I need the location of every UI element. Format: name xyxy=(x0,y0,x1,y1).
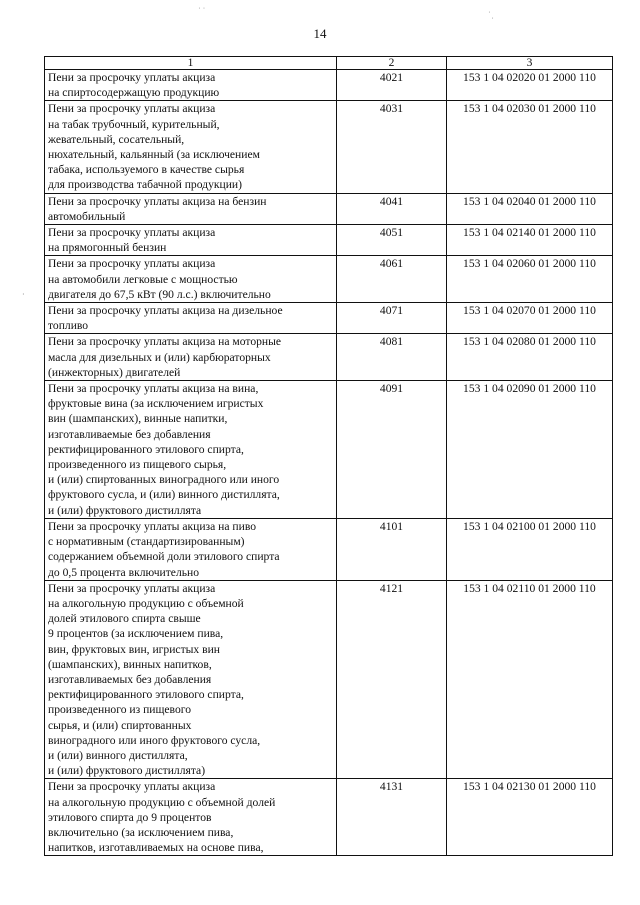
tax-name-cell: Пени за просрочку уплаты акциза на дизельное топливо xyxy=(45,303,337,334)
code-cell: 4131 xyxy=(337,779,447,856)
tax-name-cell: Пени за просрочку уплаты акциза на моторные масла для дизельных и (или) карбюраторных (инжекторных) двигателей xyxy=(45,334,337,381)
header-col-3: 3 xyxy=(447,57,613,70)
table-row xyxy=(45,518,613,580)
table-row xyxy=(45,381,613,519)
kbk-cell: 153 1 04 02110 01 2000 110 xyxy=(447,580,613,779)
code-cell: 4071 xyxy=(337,303,447,334)
tax-name-cell: Пени за просрочку уплаты акциза на пиво с нормативным (стандартизированным) содержанием объемной доли этилового спирта до 0,5 процента включительно xyxy=(45,518,337,580)
tax-name-cell: Пени за просрочку уплаты акциза на прямогонный бензин xyxy=(45,225,337,256)
kbk-cell: 153 1 04 02070 01 2000 110 xyxy=(447,303,613,334)
table-row xyxy=(45,334,613,381)
scan-speck: ˙ ˙ xyxy=(198,6,206,15)
tax-name-cell: Пени за просрочку уплаты акциза на спиртосодержащую продукцию xyxy=(45,70,337,101)
table-row xyxy=(45,303,613,334)
table-row xyxy=(45,70,613,101)
table-header-row xyxy=(45,57,613,70)
scan-speck: · xyxy=(22,290,25,299)
code-cell: 4061 xyxy=(337,256,447,303)
kbk-cell: 153 1 04 02030 01 2000 110 xyxy=(447,101,613,193)
kbk-cell: 153 1 04 02130 01 2000 110 xyxy=(447,779,613,856)
table-row xyxy=(45,193,613,224)
codes-table xyxy=(44,56,613,856)
tax-name-cell: Пени за просрочку уплаты акциза на автомобили легковые с мощностью двигателя до 67,5 кВт (90 л.с.) включительно xyxy=(45,256,337,303)
tax-name-cell: Пени за просрочку уплаты акциза на алкогольную продукцию с объемной долей этилового спирта свыше 9 процентов (за исключением пива, вин, фруктовых вин, игристых вин (шампанских), винных напитков, изготавливаемых без добавления ректифицированного этилового спирта, произведенного из пищевого сырья, и (или) спиртованных виноградного или иного фруктового сусла, и (или) винного дистиллята, и (или) фруктового дистиллята) xyxy=(45,580,337,779)
table-row xyxy=(45,779,613,856)
code-cell: 4091 xyxy=(337,381,447,519)
kbk-cell: 153 1 04 02020 01 2000 110 xyxy=(447,70,613,101)
tax-name-cell: Пени за просрочку уплаты акциза на алкогольную продукцию с объемной долей этилового спирта до 9 процентов включительно (за исключением пива, напитков, изготавливаемых на основе пива, xyxy=(45,779,337,856)
kbk-cell: 153 1 04 02080 01 2000 110 xyxy=(447,334,613,381)
header-col-1: 1 xyxy=(45,57,337,70)
code-cell: 4081 xyxy=(337,334,447,381)
kbk-cell: 153 1 04 02090 01 2000 110 xyxy=(447,381,613,519)
page-number: 14 xyxy=(313,26,327,41)
tax-name-cell: Пени за просрочку уплаты акциза на табак трубочный, курительный, жевательный, сосательный, нюхательный, кальянный (за исключением табака, используемого в качестве сырья для производства табачной продукции) xyxy=(45,101,337,193)
table-row xyxy=(45,580,613,779)
tax-name-cell: Пени за просрочку уплаты акциза на бензин автомобильный xyxy=(45,193,337,224)
code-cell: 4041 xyxy=(337,193,447,224)
kbk-cell: 153 1 04 02060 01 2000 110 xyxy=(447,256,613,303)
kbk-cell: 153 1 04 02100 01 2000 110 xyxy=(447,518,613,580)
kbk-cell: 153 1 04 02040 01 2000 110 xyxy=(447,193,613,224)
code-cell: 4121 xyxy=(337,580,447,779)
header-col-2: 2 xyxy=(337,57,447,70)
table-row xyxy=(45,225,613,256)
table-row xyxy=(45,101,613,193)
code-cell: 4031 xyxy=(337,101,447,193)
code-cell: 4101 xyxy=(337,518,447,580)
table-row xyxy=(45,256,613,303)
scan-speck: ˙ ̣ xyxy=(488,10,493,19)
code-cell: 4021 xyxy=(337,70,447,101)
code-cell: 4051 xyxy=(337,225,447,256)
kbk-cell: 153 1 04 02140 01 2000 110 xyxy=(447,225,613,256)
tax-name-cell: Пени за просрочку уплаты акциза на вина, фруктовые вина (за исключением игристых вин (шампанских), винные напитки, изготавливаемые без добавления ректифицированного этилового спирта, произведенного из пищевого сырья, и (или) спиртованных виноградного или иного фруктового сусла, и (или) винного дистиллята, и (или) фруктового дистиллята xyxy=(45,381,337,519)
